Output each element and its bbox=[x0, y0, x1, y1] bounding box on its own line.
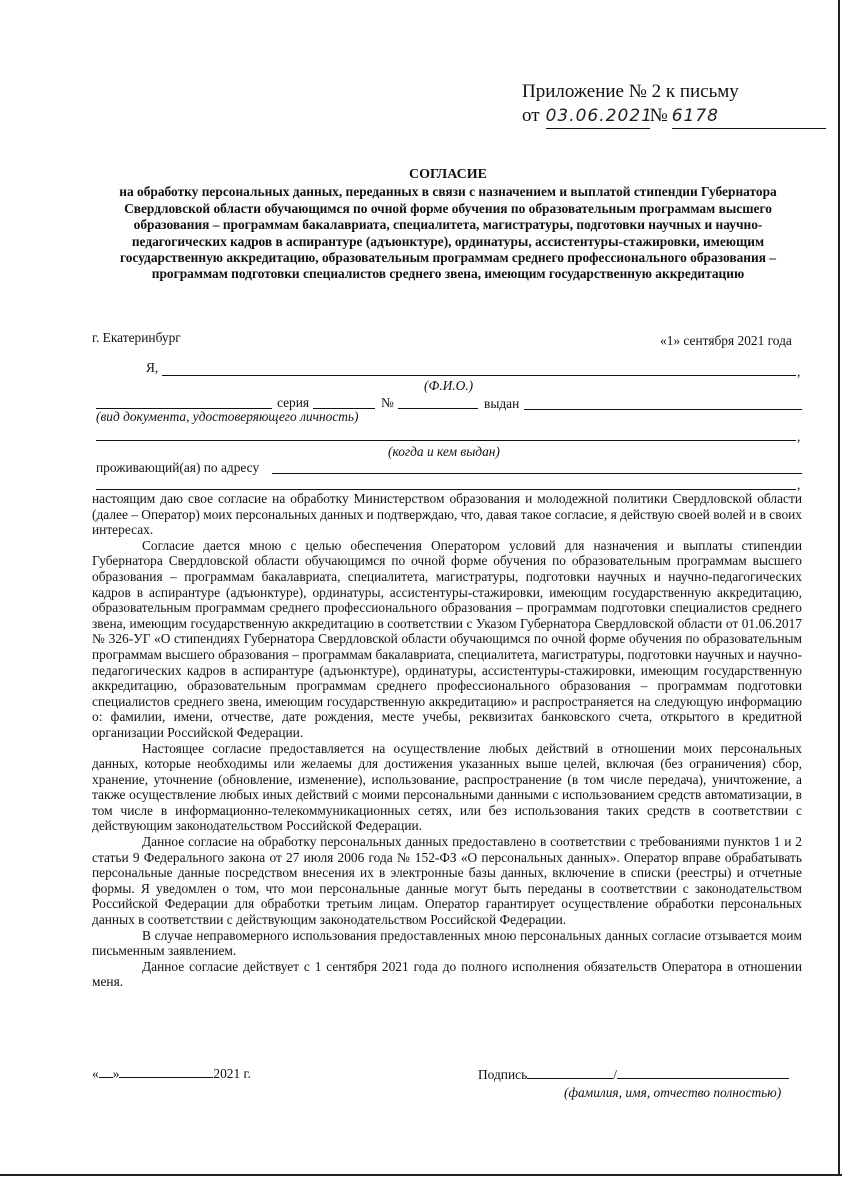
date-open-quote: « bbox=[92, 1066, 99, 1081]
address-comma: , bbox=[797, 477, 801, 492]
ya-label: Я, bbox=[146, 360, 159, 375]
signature-slash: / bbox=[613, 1067, 617, 1082]
letter-number-handwritten: 6178 bbox=[672, 104, 826, 129]
date-close-quote: » bbox=[112, 1066, 120, 1081]
title-heading: СОГЛАСИЕ bbox=[409, 167, 487, 182]
full-name-field[interactable] bbox=[617, 1078, 789, 1079]
paragraph-revocation: В случае неправомерного использования предоставленных мною персональных данных согласие отзывается моим письменным заявлением. bbox=[92, 927, 802, 959]
document-title bbox=[92, 167, 804, 283]
signature-caption: (фамилия, имя, отчество полностью) bbox=[564, 1085, 782, 1100]
paragraph-validity: Данное согласие действует с 1 сентября 2021 года до полного исполнения обязательств Оператора в отношении меня. bbox=[92, 958, 802, 990]
scan-edge-right bbox=[838, 0, 840, 1175]
paragraph-law: Данное согласие на обработку персональных данных предоставлено в соответствии с требованиями пунктов 1 и 2 статьи 9 Федерального закона от 27 июля 2006 года № 152-ФЗ «О персональных данных». Оператор вправе обрабатывать персональные данные посредством внесения их в электронные базы данных, включение в списки (реестры) и отчетные формы. Я уведомлен о том, что мои персональные данные могут быть переданы в соответствии с законодательством Российской Федерации для обработки третьим лицам. Оператор гарантирует осуществление обработки персональных данных в соответствии с действующим законодательством Российской Федерации. bbox=[92, 834, 802, 928]
number-field[interactable] bbox=[398, 408, 478, 409]
paragraph-consent: настоящим даю свое согласие на обработку Министерством образования и молодежной политики Свердловской области (далее – Оператор) моих персональных данных и подтверждаю, что, давая такое согласие, я действую своей волей и в своих интересах. bbox=[92, 491, 802, 538]
paragraph-purpose: Согласие дается мною с целью обеспечения Оператором условий для назначения и выплаты стипендии Губернатора Свердловской области обучающимся по очной форме обучения по образовательным программам высшего образования – программам бакалавриата, специалитета, магистратуры, подготовки научных и научно-педагогических кадров в аспирантуре (адъюнктуре), ординатуры, ассистентуры-стажировки, имеющим государственную аккредитацию, образовательным программам среднего профессионального образования – программам подготовки специалистов среднего звена, имеющим государственную аккредитацию в соответствии с Указом Губернатора Свердловской области от 01.06.2017 № 326-УГ «О стипендиях Губернатора Свердловской области обучающимся по очной форме обучения по образовательным программам высшего образования – программам бакалавриата, специалитета, магистратуры, подготовки научных и научно-педагогических кадров в аспирантуре (адъюнктуре), ординатуры, ассистентуры-стажировки, имеющим государственную аккредитацию, образовательным программам среднего профессионального образования – программам подготовки специалистов среднего звена, имеющим государственную аккредитацию» и распространяется на следующую информацию о: фамилии, имени, отчестве, дате рождения, месте учебы, реквизитах банковского счета, открытого в кредитной организации Российской Федерации. bbox=[92, 537, 802, 740]
month-field[interactable] bbox=[119, 1077, 213, 1078]
document-type-caption: (вид документа, удостоверяющего личность) bbox=[96, 409, 359, 424]
place: г. Екатеринбург bbox=[92, 330, 181, 345]
scan-edge-bottom bbox=[0, 1174, 842, 1176]
signature-date bbox=[92, 1066, 251, 1082]
fio-caption: (Ф.И.О.) bbox=[424, 378, 474, 393]
series-label: серия bbox=[277, 395, 310, 410]
address-field-2[interactable] bbox=[96, 489, 796, 490]
attachment-ref-line bbox=[522, 104, 826, 129]
year-label: 2021 г. bbox=[213, 1066, 251, 1081]
signature-line bbox=[478, 1067, 789, 1083]
number-label: № bbox=[649, 105, 668, 126]
document-date: «1» сентября 2021 года bbox=[660, 333, 792, 348]
from-label: от bbox=[522, 105, 540, 126]
attachment-line: Приложение № 2 к письму bbox=[522, 81, 739, 102]
issued-field[interactable] bbox=[524, 409, 802, 410]
address-field[interactable] bbox=[272, 473, 802, 474]
paragraph-actions: Настоящее согласие предоставляется на осуществление любых действий в отношении моих персональных данных, которые необходимы или желаемы для достижения указанных выше целей, включая (без ограничения) сбор, хранение, уточнение (обновление, изменение), использование, распространение (в том числе передача), уничтожение, а также осуществление любых иных действий с моими персональными данными с использованием средств автоматизации, в том числе в информационно-телекоммуникационных сетях, или без использования таких средств в соответствии с действующим законодательством Российской Федерации. bbox=[92, 740, 802, 834]
issued-caption: (когда и кем выдан) bbox=[388, 444, 500, 459]
address-label: проживающий(ая) по адресу bbox=[96, 460, 260, 475]
attachment-header bbox=[522, 80, 826, 129]
number-label: № bbox=[381, 395, 394, 410]
consent-body bbox=[92, 491, 802, 990]
fio-field[interactable] bbox=[162, 375, 796, 376]
issued-label: выдан bbox=[484, 396, 520, 411]
title-subtitle: на обработку персональных данных, переданных в связи с назначением и выплатой стипендии Губернатора Свердловской области обучающимся по очной форме обучения по образовательным программам высшего образования – программам бакалавриата, специалитета, магистратуры, подготовки научных и научно-педагогических кадров в аспирантуре (адъюнктуре), ординатуры, ассистентуры-стажировки, имеющим государственную аккредитацию, образовательным программам среднего профессионального образования – программам подготовки специалистов среднего звена, имеющим государственную аккредитацию bbox=[119, 184, 777, 282]
fio-comma: , bbox=[797, 364, 801, 379]
letter-date-handwritten: 03.06.2021 bbox=[546, 104, 650, 129]
signature-field[interactable] bbox=[527, 1078, 613, 1079]
signature-label: Подпись bbox=[478, 1067, 528, 1082]
issued-comma: , bbox=[797, 429, 801, 444]
issued-by-field[interactable] bbox=[96, 440, 796, 441]
day-field[interactable] bbox=[99, 1077, 113, 1078]
